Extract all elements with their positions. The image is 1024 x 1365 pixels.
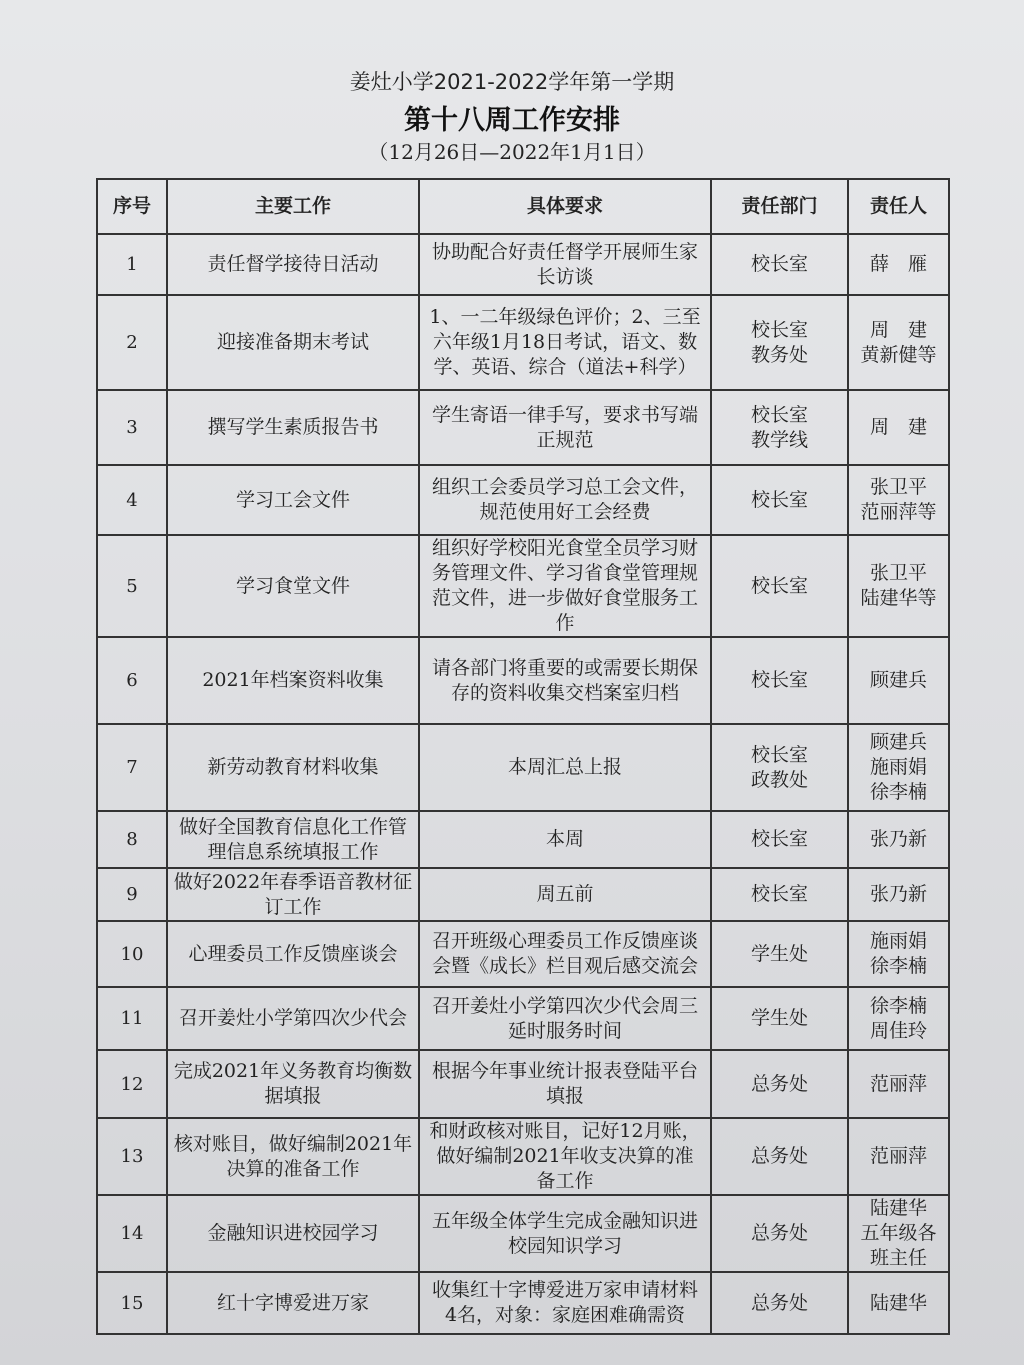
cell-person: 周 建 bbox=[848, 390, 949, 465]
table-row bbox=[97, 234, 949, 295]
cell-requirement: 周五前 bbox=[419, 868, 711, 921]
cell-no: 2 bbox=[97, 295, 167, 390]
cell-person: 张卫平 陆建华等 bbox=[848, 535, 949, 637]
cell-requirement: 组织工会委员学习总工会文件，规范使用好工会经费 bbox=[419, 465, 711, 535]
cell-main-work: 学习食堂文件 bbox=[167, 535, 419, 637]
table-header-row bbox=[97, 179, 949, 234]
cell-main-work: 做好全国教育信息化工作管理信息系统填报工作 bbox=[167, 811, 419, 868]
cell-no: 7 bbox=[97, 724, 167, 811]
cell-requirement: 本周 bbox=[419, 811, 711, 868]
cell-person: 施雨娟 徐李楠 bbox=[848, 921, 949, 987]
cell-main-work: 召开姜灶小学第四次少代会 bbox=[167, 987, 419, 1050]
cell-main-work: 心理委员工作反馈座谈会 bbox=[167, 921, 419, 987]
cell-main-work: 2021年档案资料收集 bbox=[167, 637, 419, 724]
cell-person: 徐李楠 周佳玲 bbox=[848, 987, 949, 1050]
table-row bbox=[97, 1050, 949, 1118]
table-row bbox=[97, 987, 949, 1050]
cell-department: 学生处 bbox=[711, 921, 848, 987]
cell-main-work: 撰写学生素质报告书 bbox=[167, 390, 419, 465]
cell-no: 11 bbox=[97, 987, 167, 1050]
cell-requirement: 和财政核对账目，记好12月账，做好编制2021年收支决算的准备工作 bbox=[419, 1118, 711, 1195]
table-row bbox=[97, 295, 949, 390]
cell-main-work: 新劳动教育材料收集 bbox=[167, 724, 419, 811]
cell-no: 3 bbox=[97, 390, 167, 465]
cell-no: 15 bbox=[97, 1272, 167, 1334]
table-row bbox=[97, 1118, 949, 1195]
cell-main-work: 金融知识进校园学习 bbox=[167, 1195, 419, 1272]
cell-main-work: 核对账目，做好编制2021年决算的准备工作 bbox=[167, 1118, 419, 1195]
cell-main-work: 完成2021年义务教育均衡数据填报 bbox=[167, 1050, 419, 1118]
table-row bbox=[97, 811, 949, 868]
date-range: （12月26日—2022年1月1日） bbox=[368, 140, 656, 164]
table-row bbox=[97, 921, 949, 987]
cell-department: 总务处 bbox=[711, 1272, 848, 1334]
cell-person: 范丽萍 bbox=[848, 1118, 949, 1195]
work-schedule-table bbox=[96, 178, 950, 1335]
cell-person: 顾建兵 bbox=[848, 637, 949, 724]
cell-requirement: 本周汇总上报 bbox=[419, 724, 711, 811]
cell-department: 校长室 教务处 bbox=[711, 295, 848, 390]
cell-main-work: 红十字博爱进万家 bbox=[167, 1272, 419, 1334]
cell-person: 顾建兵 施雨娟 徐李楠 bbox=[848, 724, 949, 811]
header-no: 序号 bbox=[97, 179, 167, 234]
school-term-title: 姜灶小学2021-2022学年第一学期 bbox=[349, 70, 675, 94]
table-row bbox=[97, 535, 949, 637]
cell-requirement: 学生寄语一律手写，要求书写端正规范 bbox=[419, 390, 711, 465]
table-row bbox=[97, 1272, 949, 1334]
cell-person: 陆建华 五年级各班主任 bbox=[848, 1195, 949, 1272]
cell-person: 陆建华 bbox=[848, 1272, 949, 1334]
cell-requirement: 协助配合好责任督学开展师生家长访谈 bbox=[419, 234, 711, 295]
cell-requirement: 请各部门将重要的或需要长期保存的资料收集交档案室归档 bbox=[419, 637, 711, 724]
cell-main-work: 做好2022年春季语音教材征订工作 bbox=[167, 868, 419, 921]
table-row bbox=[97, 465, 949, 535]
page-title: 第十八周工作安排 bbox=[404, 105, 620, 136]
header-department: 责任部门 bbox=[711, 179, 848, 234]
cell-department: 校长室 bbox=[711, 868, 848, 921]
cell-person: 张乃新 bbox=[848, 868, 949, 921]
cell-department: 校长室 bbox=[711, 811, 848, 868]
cell-department: 总务处 bbox=[711, 1195, 848, 1272]
cell-department: 总务处 bbox=[711, 1050, 848, 1118]
header-requirements: 具体要求 bbox=[419, 179, 711, 234]
table-row bbox=[97, 637, 949, 724]
cell-department: 学生处 bbox=[711, 987, 848, 1050]
cell-main-work: 迎接准备期末考试 bbox=[167, 295, 419, 390]
cell-person: 周 建 黄新健等 bbox=[848, 295, 949, 390]
cell-person: 张卫平 范丽萍等 bbox=[848, 465, 949, 535]
cell-no: 14 bbox=[97, 1195, 167, 1272]
header-person: 责任人 bbox=[848, 179, 949, 234]
cell-no: 10 bbox=[97, 921, 167, 987]
cell-no: 8 bbox=[97, 811, 167, 868]
table-row bbox=[97, 724, 949, 811]
table-row bbox=[97, 390, 949, 465]
cell-no: 12 bbox=[97, 1050, 167, 1118]
cell-department: 校长室 bbox=[711, 637, 848, 724]
cell-no: 4 bbox=[97, 465, 167, 535]
cell-requirement: 收集红十字博爱进万家申请材料4名，对象：家庭困难确需资 bbox=[419, 1272, 711, 1334]
cell-requirement: 五年级全体学生完成金融知识进校园知识学习 bbox=[419, 1195, 711, 1272]
header-main-work: 主要工作 bbox=[167, 179, 419, 234]
cell-main-work: 责任督学接待日活动 bbox=[167, 234, 419, 295]
cell-requirement: 根据今年事业统计报表登陆平台填报 bbox=[419, 1050, 711, 1118]
cell-main-work: 学习工会文件 bbox=[167, 465, 419, 535]
cell-no: 13 bbox=[97, 1118, 167, 1195]
cell-no: 9 bbox=[97, 868, 167, 921]
cell-requirement: 召开班级心理委员工作反馈座谈会暨《成长》栏目观后感交流会 bbox=[419, 921, 711, 987]
table-row bbox=[97, 1195, 949, 1272]
cell-department: 校长室 教学线 bbox=[711, 390, 848, 465]
cell-requirement: 组织好学校阳光食堂全员学习财务管理文件、学习省食堂管理规范文件，进一步做好食堂服务工作 bbox=[419, 535, 711, 637]
cell-no: 1 bbox=[97, 234, 167, 295]
cell-department: 校长室 bbox=[711, 535, 848, 637]
cell-person: 范丽萍 bbox=[848, 1050, 949, 1118]
cell-department: 总务处 bbox=[711, 1118, 848, 1195]
cell-no: 6 bbox=[97, 637, 167, 724]
table-row bbox=[97, 868, 949, 921]
cell-department: 校长室 政教处 bbox=[711, 724, 848, 811]
cell-requirement: 召开姜灶小学第四次少代会周三延时服务时间 bbox=[419, 987, 711, 1050]
cell-department: 校长室 bbox=[711, 465, 848, 535]
cell-person: 张乃新 bbox=[848, 811, 949, 868]
cell-department: 校长室 bbox=[711, 234, 848, 295]
cell-no: 5 bbox=[97, 535, 167, 637]
cell-person: 薛 雁 bbox=[848, 234, 949, 295]
cell-requirement: 1、一二年级绿色评价；2、三至六年级1月18日考试，语文、数学、英语、综合（道法+科学） bbox=[419, 295, 711, 390]
